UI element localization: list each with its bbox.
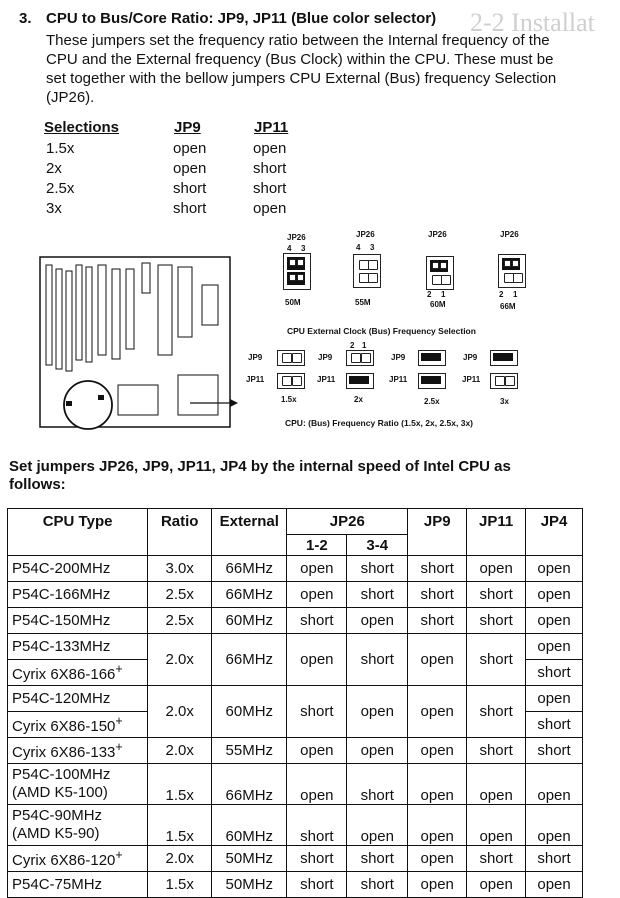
selection-jp9: open bbox=[173, 140, 207, 157]
cpu-alt-name: (AMD K5-100) bbox=[12, 784, 108, 801]
ext-clock-caption: CPU External Clock (Bus) Frequency Selection bbox=[287, 326, 476, 336]
jumper-50m bbox=[283, 253, 311, 290]
ratio-1-5x: 1.5x bbox=[281, 395, 297, 404]
selection-jp11: open bbox=[253, 200, 287, 217]
header-cpu-type: CPU Type bbox=[8, 509, 148, 556]
paragraph-line: These jumpers set the frequency ratio between the Internal frequency of the bbox=[46, 32, 550, 49]
header-jp9: JP9 bbox=[408, 509, 467, 556]
table-row bbox=[8, 846, 583, 872]
header-jp26-3-4: 3-4 bbox=[347, 535, 408, 556]
cell-jp4: short bbox=[526, 738, 583, 764]
cell-ratio: 2.0x bbox=[148, 686, 212, 738]
cell-cpu: P54C-166MHz bbox=[8, 582, 148, 608]
jp11-label: JP11 bbox=[317, 375, 336, 384]
header-external: External bbox=[212, 509, 287, 556]
cell-cpu: P54C-150MHz bbox=[8, 608, 148, 634]
cell-jp9: open bbox=[408, 872, 467, 898]
cell-cpu bbox=[8, 660, 148, 686]
cell-jp4: short bbox=[526, 660, 583, 686]
cell-jp26-12: short bbox=[287, 805, 347, 846]
jp11-label: JP11 bbox=[389, 375, 408, 384]
table-row bbox=[8, 582, 583, 608]
cell-jp11: short bbox=[467, 582, 526, 608]
cell-jp26-12: short bbox=[287, 872, 347, 898]
cell-jp11: short bbox=[467, 846, 526, 872]
jp26-label: JP26 bbox=[356, 230, 375, 239]
cell-jp9: short bbox=[408, 556, 467, 582]
cpu-jumper-table bbox=[7, 508, 583, 898]
cell-external: 60MHz bbox=[212, 608, 287, 634]
jp9-jumper-1-5x bbox=[277, 350, 305, 366]
cell-jp4: short bbox=[526, 846, 583, 872]
cell-jp11: short bbox=[467, 634, 526, 686]
selection-jp11: short bbox=[253, 180, 287, 197]
pin-number: 1 bbox=[513, 290, 518, 299]
jp9-jumper-2x bbox=[346, 350, 374, 366]
cell-jp11: short bbox=[467, 608, 526, 634]
table-row bbox=[8, 872, 583, 898]
pin-number: 2 bbox=[427, 290, 432, 299]
cell-jp26-12: short bbox=[287, 686, 347, 738]
cell-jp4: open bbox=[526, 686, 583, 712]
pin-number: 4 bbox=[356, 243, 361, 252]
cell-jp11: open bbox=[467, 805, 526, 846]
jp26-label: JP26 bbox=[500, 230, 519, 239]
header-ratio: Ratio bbox=[148, 509, 212, 556]
cell-jp4: open bbox=[526, 556, 583, 582]
selection-ratio: 2x bbox=[46, 160, 62, 177]
section-paragraph bbox=[46, 31, 616, 107]
table-header-row bbox=[8, 509, 583, 535]
selections-header: Selections bbox=[44, 119, 120, 136]
cell-ratio: 2.0x bbox=[148, 738, 212, 764]
jumper-66m bbox=[498, 254, 526, 288]
cpu-name: Cyrix 6X86-166 bbox=[12, 666, 116, 683]
pin-number: 3 bbox=[301, 244, 306, 253]
header-jp26: JP26 bbox=[287, 509, 408, 535]
jp11-jumper-2x bbox=[346, 373, 374, 389]
cell-jp26-34: open bbox=[347, 686, 408, 738]
cell-jp9: open bbox=[408, 846, 467, 872]
jp26-label: JP26 bbox=[287, 233, 306, 242]
cell-external: 50MHz bbox=[212, 846, 287, 872]
table-row bbox=[8, 805, 583, 846]
cell-jp11: open bbox=[467, 764, 526, 805]
instruction-line: Set jumpers JP26, JP9, JP11, JP4 by the internal speed of Intel CPU as bbox=[9, 458, 511, 475]
cpu-name: P54C-90MHz bbox=[12, 807, 103, 824]
cell-jp26-34: short bbox=[347, 846, 408, 872]
jp11-jumper-2-5x bbox=[418, 373, 446, 389]
jp9-header: JP9 bbox=[174, 119, 201, 136]
selection-jp11: short bbox=[253, 160, 287, 177]
selection-jp9: open bbox=[173, 160, 207, 177]
pin-number: 4 bbox=[287, 244, 292, 253]
cell-jp9: open bbox=[408, 764, 467, 805]
cpu-name: P54C-100MHz bbox=[12, 766, 111, 783]
jp11-jumper-1-5x bbox=[277, 373, 305, 389]
instruction-text bbox=[9, 458, 511, 494]
cell-jp26-34: open bbox=[347, 738, 408, 764]
cell-external: 50MHz bbox=[212, 872, 287, 898]
cell-ratio: 3.0x bbox=[148, 556, 212, 582]
cell-jp26-34: short bbox=[347, 764, 408, 805]
cell-jp26-12: open bbox=[287, 738, 347, 764]
cell-jp9: short bbox=[408, 582, 467, 608]
jp11-label: JP11 bbox=[462, 375, 481, 384]
cell-external: 66MHz bbox=[212, 634, 287, 686]
cell-jp11: short bbox=[467, 738, 526, 764]
cell-ratio: 2.0x bbox=[148, 846, 212, 872]
jp11-label: JP11 bbox=[246, 375, 265, 384]
cell-external: 66MHz bbox=[212, 582, 287, 608]
cell-external: 60MHz bbox=[212, 805, 287, 846]
ratio-3x: 3x bbox=[500, 397, 509, 406]
selection-ratio: 2.5x bbox=[46, 180, 75, 197]
cell-jp26-34: short bbox=[347, 582, 408, 608]
cell-jp4: open bbox=[526, 764, 583, 805]
table-row bbox=[8, 556, 583, 582]
cell-cpu bbox=[8, 738, 148, 764]
table-row bbox=[8, 634, 583, 660]
paragraph-line: set together with the bellow jumpers CPU External (Bus) frequency Selection bbox=[46, 70, 557, 87]
jumper-55m bbox=[353, 254, 381, 288]
cell-jp9: open bbox=[408, 634, 467, 686]
paragraph-line: CPU and the External frequency (Bus Clock) within the CPU. These must be bbox=[46, 51, 554, 68]
cell-jp4: open bbox=[526, 872, 583, 898]
pointer-arrow bbox=[190, 395, 240, 411]
cpu-name: Cyrix 6X86-150 bbox=[12, 718, 116, 735]
cell-ratio: 1.5x bbox=[148, 805, 212, 846]
selection-ratio: 3x bbox=[46, 200, 62, 217]
cell-ratio: 2.5x bbox=[148, 582, 212, 608]
selection-jp9: short bbox=[173, 200, 207, 217]
plus-sup: + bbox=[115, 714, 123, 728]
cell-jp26-34: short bbox=[347, 872, 408, 898]
cell-jp26-12: open bbox=[287, 764, 347, 805]
cpu-name: Cyrix 6X86-133 bbox=[12, 744, 116, 761]
selection-jp9: short bbox=[173, 180, 207, 197]
cell-jp26-34: open bbox=[347, 805, 408, 846]
pin-number: 1 bbox=[441, 290, 446, 299]
cell-cpu: P54C-120MHz bbox=[8, 686, 148, 712]
table-row bbox=[8, 608, 583, 634]
section-number: 3. bbox=[19, 10, 32, 27]
cell-jp26-12: open bbox=[287, 582, 347, 608]
cell-jp11: open bbox=[467, 872, 526, 898]
jp26-label: JP26 bbox=[428, 230, 447, 239]
plus-sup: + bbox=[115, 848, 123, 862]
cell-cpu bbox=[8, 846, 148, 872]
cell-external: 55MHz bbox=[212, 738, 287, 764]
jp9-label: JP9 bbox=[463, 353, 478, 362]
cell-ratio: 1.5x bbox=[148, 764, 212, 805]
cell-ratio: 2.5x bbox=[148, 608, 212, 634]
header-jp11: JP11 bbox=[467, 509, 526, 556]
cell-cpu bbox=[8, 764, 148, 805]
jp11-jumper-3x bbox=[490, 373, 518, 389]
pin-number: 1 bbox=[362, 341, 367, 350]
cell-jp9: open bbox=[408, 805, 467, 846]
cell-cpu: P54C-200MHz bbox=[8, 556, 148, 582]
cell-jp26-34: open bbox=[347, 608, 408, 634]
header-jp4: JP4 bbox=[526, 509, 583, 556]
cell-jp4: open bbox=[526, 805, 583, 846]
jp9-jumper-3x bbox=[490, 350, 518, 366]
freq-66m: 66M bbox=[500, 302, 516, 311]
cell-jp9: open bbox=[408, 738, 467, 764]
cell-jp4: open bbox=[526, 608, 583, 634]
cell-jp26-12: short bbox=[287, 846, 347, 872]
cell-jp26-12: open bbox=[287, 556, 347, 582]
table-row bbox=[8, 686, 583, 712]
section-title: CPU to Bus/Core Ratio: JP9, JP11 (Blue color selector) bbox=[46, 10, 437, 27]
jp9-jumper-2-5x bbox=[418, 350, 446, 366]
cell-jp9: open bbox=[408, 686, 467, 738]
selection-ratio: 1.5x bbox=[46, 140, 75, 157]
table-row bbox=[8, 764, 583, 805]
cell-jp4: short bbox=[526, 712, 583, 738]
ratio-2x: 2x bbox=[354, 395, 363, 404]
ratio-caption: CPU: (Bus) Frequency Ratio (1.5x, 2x, 2.5x, 3x) bbox=[285, 418, 474, 428]
cell-jp4: open bbox=[526, 582, 583, 608]
cell-jp26-34: short bbox=[347, 556, 408, 582]
cell-cpu: P54C-133MHz bbox=[8, 634, 148, 660]
pin-number: 3 bbox=[370, 243, 375, 252]
selection-jp11: open bbox=[253, 140, 287, 157]
cpu-alt-name: (AMD K5-90) bbox=[12, 825, 100, 842]
cell-jp26-12: short bbox=[287, 608, 347, 634]
jumper-60m bbox=[426, 256, 454, 290]
cell-cpu bbox=[8, 712, 148, 738]
cell-ratio: 2.0x bbox=[148, 634, 212, 686]
cell-cpu: P54C-75MHz bbox=[8, 872, 148, 898]
cell-jp26-34: short bbox=[347, 634, 408, 686]
header-jp26-1-2: 1-2 bbox=[287, 535, 347, 556]
paragraph-line: (JP26). bbox=[46, 89, 95, 106]
plus-sup: + bbox=[115, 662, 123, 676]
jp9-label: JP9 bbox=[318, 353, 333, 362]
jp11-header: JP11 bbox=[254, 119, 289, 136]
pin-number: 2 bbox=[499, 290, 504, 299]
bleed-through-text: 2-2 Installat bbox=[470, 8, 595, 37]
cell-external: 60MHz bbox=[212, 686, 287, 738]
jp9-label: JP9 bbox=[248, 353, 263, 362]
cell-jp4: open bbox=[526, 634, 583, 660]
cell-jp9: short bbox=[408, 608, 467, 634]
plus-sup: + bbox=[115, 740, 123, 754]
instruction-line: follows: bbox=[9, 476, 66, 493]
cell-cpu bbox=[8, 805, 148, 846]
cell-external: 66MHz bbox=[212, 764, 287, 805]
jp9-label: JP9 bbox=[391, 353, 406, 362]
cpu-name: Cyrix 6X86-120 bbox=[12, 852, 116, 869]
cell-jp11: open bbox=[467, 556, 526, 582]
freq-60m: 60M bbox=[430, 300, 446, 309]
cell-jp11: short bbox=[467, 686, 526, 738]
cell-ratio: 1.5x bbox=[148, 872, 212, 898]
ratio-2-5x: 2.5x bbox=[424, 397, 440, 406]
freq-55m: 55M bbox=[355, 298, 371, 307]
freq-50m: 50M bbox=[285, 298, 301, 307]
cell-jp26-12: open bbox=[287, 634, 347, 686]
table-row bbox=[8, 738, 583, 764]
pin-number: 2 bbox=[350, 341, 355, 350]
cell-external: 66MHz bbox=[212, 556, 287, 582]
